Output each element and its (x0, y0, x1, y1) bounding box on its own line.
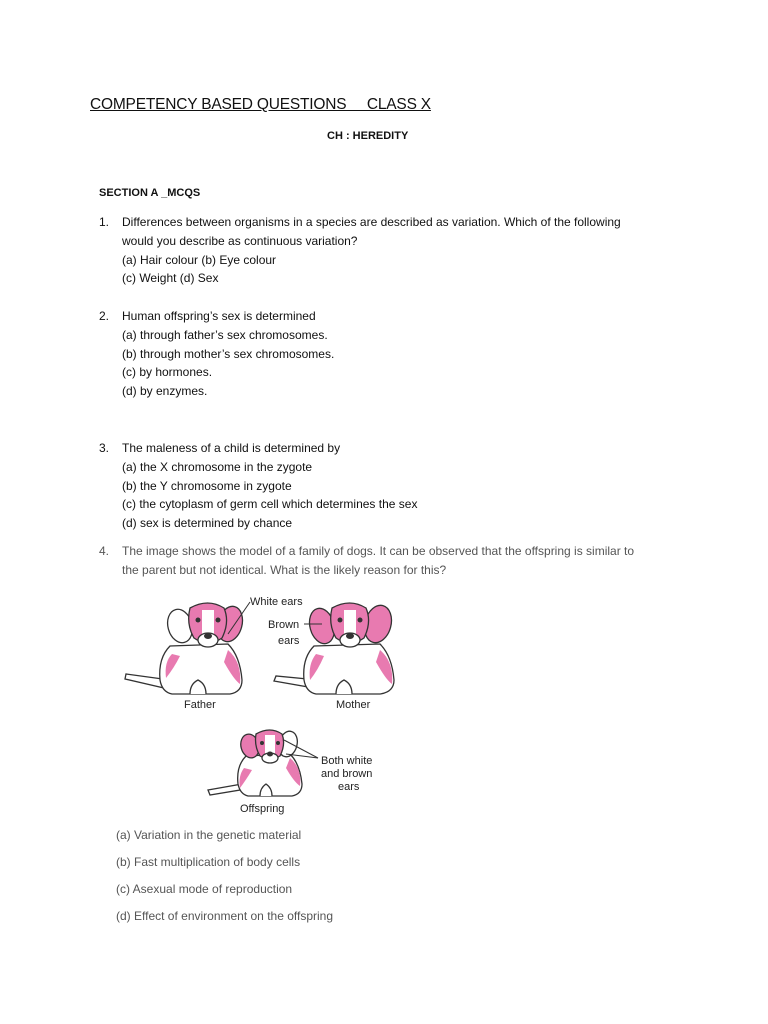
dog-family-illustration (118, 588, 408, 820)
father-dog (125, 603, 246, 694)
label-father: Father (184, 699, 216, 711)
question-number: 3. (99, 441, 110, 455)
mother-dog (274, 602, 395, 694)
question-line: the parent but not identical. What is the likely reason for this? (122, 562, 447, 577)
question-2 (99, 307, 679, 401)
question-number: 1. (99, 215, 110, 229)
question-3 (99, 439, 679, 533)
label-offspring: Offspring (240, 803, 285, 815)
question-line: Differences between organisms in a species are described as variation. Which of the following (122, 215, 621, 229)
option-line: (d) sex is determined by chance (122, 516, 293, 531)
label-white-ears: White ears (250, 596, 303, 608)
question-4-option-b: (b) Fast multiplication of body cells (116, 855, 301, 869)
label-both-ears-2: and brown (321, 768, 373, 780)
question-number: 4. (99, 544, 110, 558)
offspring-dog (208, 729, 302, 796)
option-line: (a) Hair colour (b) Eye colour (122, 252, 277, 267)
option-line: (c) by hormones. (122, 365, 213, 380)
question-number: 2. (99, 309, 110, 323)
label-both-ears-1: Both white (321, 755, 373, 767)
page-title: COMPETENCY BASED QUESTIONS CLASS X (90, 96, 431, 113)
dog-family-figure (118, 588, 408, 820)
option-line: (c) the cytoplasm of germ cell which determines the sex (122, 497, 418, 512)
option-line: (c) Weight (d) Sex (122, 271, 219, 286)
question-line: The image shows the model of a family of dogs. It can be observed that the offspring is similar to (122, 544, 635, 558)
question-line: would you describe as continuous variation? (122, 233, 358, 248)
question-line: Human offspring’s sex is determined (122, 309, 316, 323)
question-4-option-c: (c) Asexual mode of reproduction (116, 882, 293, 896)
option-line: (b) through mother’s sex chromosomes. (122, 346, 335, 361)
option-line: (d) by enzymes. (122, 384, 208, 399)
label-both-ears-3: ears (338, 781, 360, 793)
section-heading: SECTION A _MCQS (99, 187, 201, 199)
question-line: The maleness of a child is determined by (122, 441, 341, 455)
question-4 (99, 542, 679, 580)
question-4-option-a: (a) Variation in the genetic material (116, 828, 302, 842)
question-4-option-d: (d) Effect of environment on the offspring (116, 909, 334, 923)
option-line: (a) through father’s sex chromosomes. (122, 327, 328, 342)
label-brown-ears: Brown (268, 619, 300, 631)
chapter-heading: CH : HEREDITY (327, 130, 409, 142)
option-line: (b) the Y chromosome in zygote (122, 478, 292, 493)
option-line: (a) the X chromosome in the zygote (122, 459, 313, 474)
label-brown-ears-2: ears (278, 635, 300, 647)
label-mother: Mother (336, 699, 371, 711)
question-1 (99, 213, 679, 288)
